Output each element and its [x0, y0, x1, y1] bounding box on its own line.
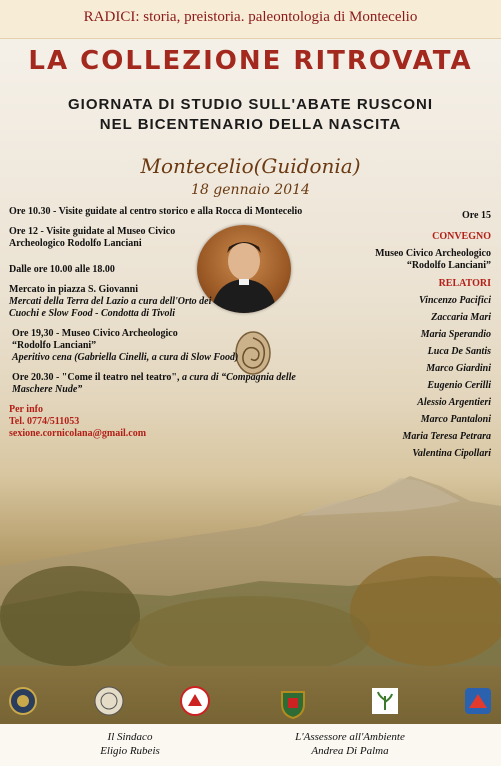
subtitle-line-2: NEL BICENTENARIO DELLA NASCITA [99, 116, 402, 133]
speaker-item: Vincenzo Pacifici [419, 295, 491, 306]
red-emblem-logo [180, 686, 210, 716]
program-item: Ore 12 - Visite guidate al Museo Civico Archeologico Rodolfo Lanciani [9, 226, 176, 249]
speaker-item: Marco Pantaloni [420, 414, 491, 425]
speaker-item: Eugenio Cerilli [427, 380, 491, 391]
relatori-label: RELATORI [438, 278, 491, 289]
program-item: Dalle ore 10.00 alle 18.00 [9, 264, 115, 275]
speaker-item: Marco Giardini [426, 363, 491, 374]
program-item: Ore 20.30 - "Come il teatro nel teatro", a cura di “Compagnia delle Maschere Nude” [12, 372, 296, 395]
subtitle [0, 95, 501, 135]
sponsor-logos [0, 686, 501, 722]
footer [0, 724, 501, 766]
speaker-item: Maria Sperandio [420, 329, 491, 340]
speaker-item: Maria Teresa Petrara [402, 431, 491, 442]
speaker-item: Alessio Argentieri [417, 397, 491, 408]
circle-emblem-logo [8, 686, 38, 716]
convegno-column [321, 210, 491, 465]
program-item: Mercato in piazza S. Giovanni Mercati della Terra del Lazio a cura dell'Orto dei Cuochi e Slow Food - Condotta di Tivoli [9, 284, 212, 319]
header-band [0, 0, 501, 39]
program-item: Ore 10.30 - Visite guidate al centro storico e alla Rocca di Montecelio [9, 206, 303, 217]
speaker-item: Valentina Cipollari [412, 448, 491, 459]
speaker-item: Zaccaria Mari [431, 312, 491, 323]
plant-logo [370, 686, 400, 716]
event-place: Montecelio(Guidonia) [140, 154, 361, 178]
mayor-signature: Il Sindaco Eligio Rubeis [100, 731, 160, 757]
page-title: LA COLLEZIONE RITROVATA [28, 46, 473, 76]
event-date: 18 gennaio 2014 [191, 182, 310, 198]
program-column [9, 206, 309, 448]
colored-logo [463, 686, 493, 716]
header-band-text: RADICI: storia, preistoria. paleontologia di Montecelio [83, 9, 418, 25]
convegno-label: CONVEGNO [432, 231, 491, 242]
info-email-link[interactable]: sexione.cornicolana@gmail.com [9, 428, 147, 439]
assessor-signature: L'Assessore all'Ambiente Andrea Di Palma [295, 731, 405, 757]
subtitle-line-1: GIORNATA DI STUDIO SULL'ABATE RUSCONI [67, 96, 433, 113]
convegno-venue: Museo Civico Archeologico “Rodolfo Lanciani” [375, 248, 491, 271]
speaker-item: Luca De Santis [427, 346, 491, 357]
program-item: Ore 19,30 - Museo Civico Archeologico “Rodolfo Lanciani” Aperitivo cena (Gabriella Cinelli, a cura di Slow Food) [12, 328, 239, 363]
coat-of-arms-logo [278, 686, 308, 716]
seal-logo [94, 686, 124, 716]
convegno-time: Ore 15 [462, 210, 491, 221]
info-block: Per info Tel. 0774/511053 sexione.cornicolana@gmail.com [9, 404, 147, 439]
